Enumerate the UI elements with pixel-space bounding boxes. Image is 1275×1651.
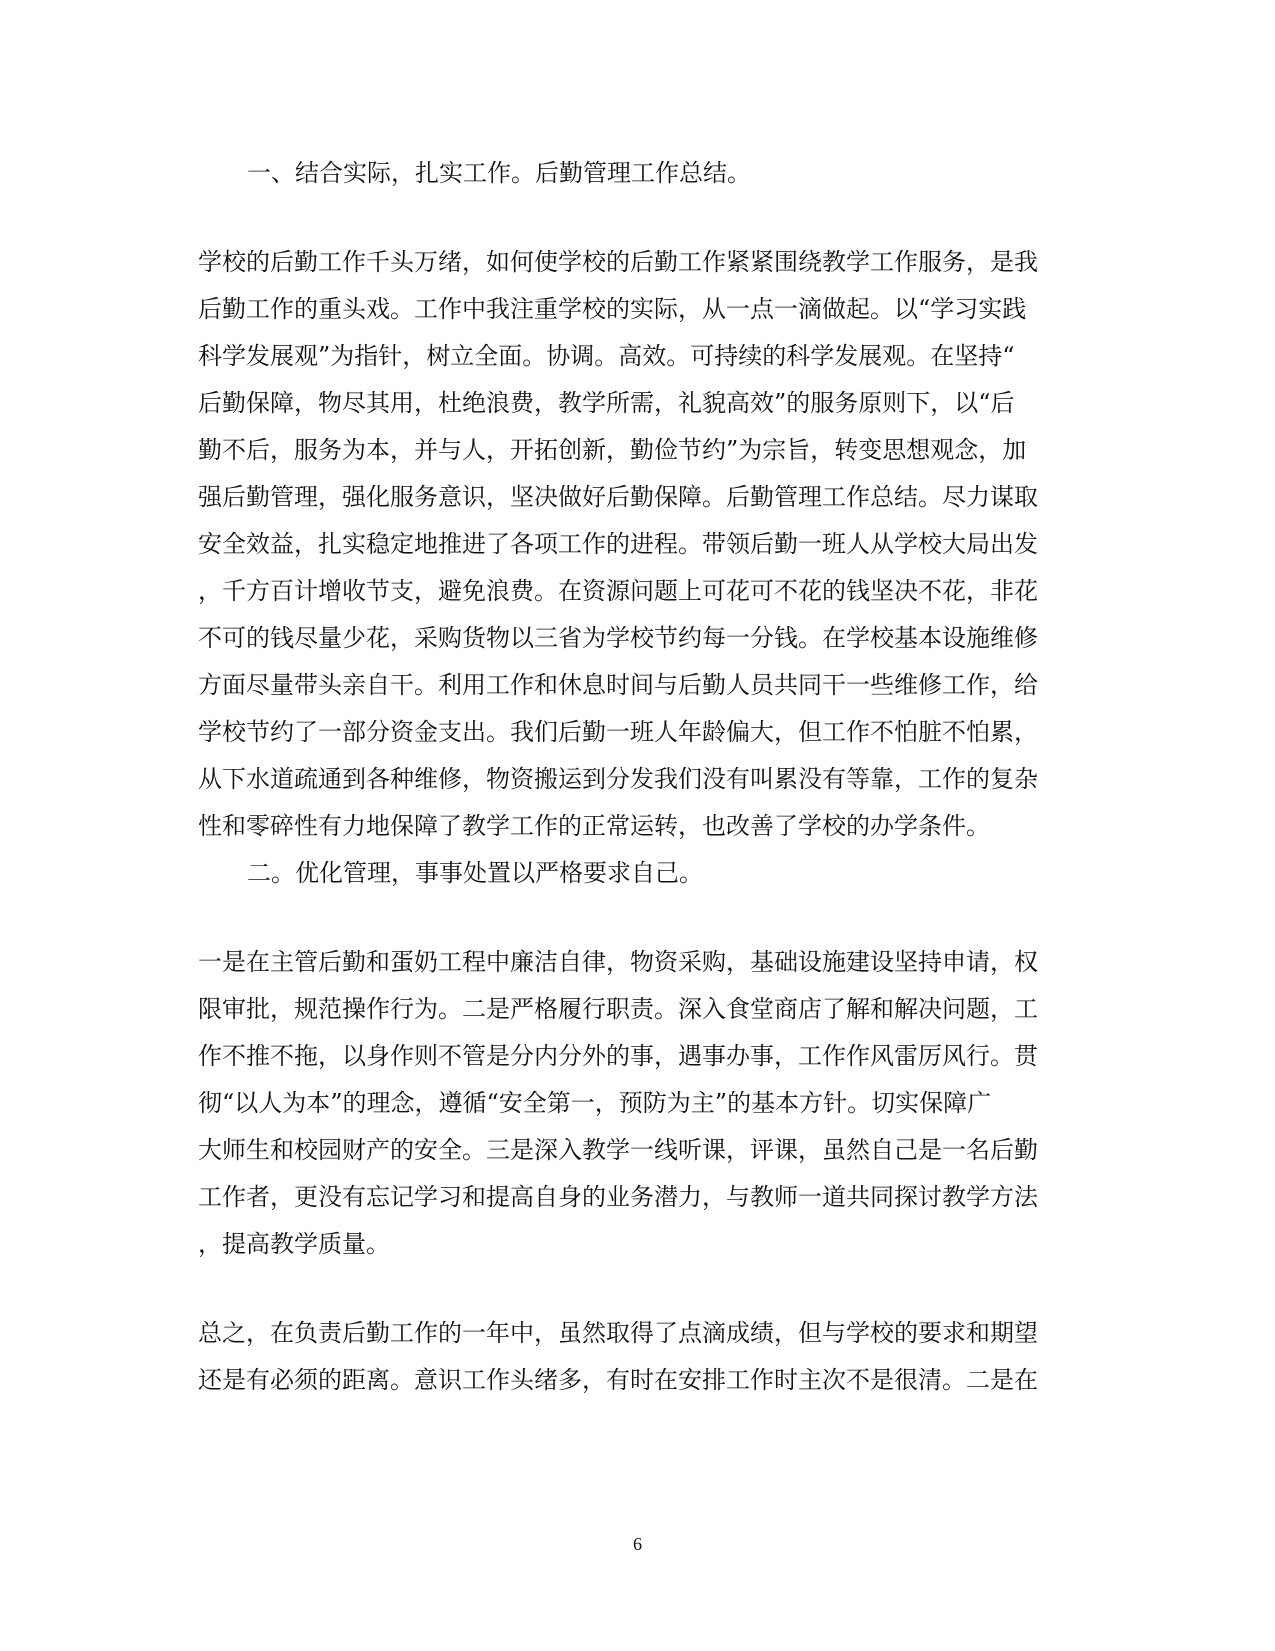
paragraph-line: 还是有必须的距离。意识工作头绪多，有时在安排工作时主次不是很清。二是在 bbox=[198, 1366, 1038, 1394]
section-heading-2: 二。优化管理，事事处置以严格要求自己。 bbox=[247, 859, 703, 887]
paragraph-line: ，千方百计增收节支，避免浪费。在资源问题上可花可不花的钱坚决不花，非花 bbox=[198, 577, 1038, 605]
paragraph-line: 科学发展观”为指针，树立全面。协调。高效。可持续的科学发展观。在坚持“ bbox=[198, 342, 1015, 370]
section-heading-1: 一、结合实际，扎实工作。后勤管理工作总结。 bbox=[247, 159, 751, 187]
paragraph-line: 后勤工作的重头戏。工作中我注重学校的实际，从一点一滴做起。以“学习实践 bbox=[198, 295, 1027, 323]
paragraph-line: 工作者，更没有忘记学习和提高自身的业务潜力，与教师一道共同探讨教学方法 bbox=[198, 1183, 1038, 1211]
paragraph-line: 从下水道疏通到各种维修，物资搬运到分发我们没有叫累没有等靠，工作的复杂 bbox=[198, 765, 1038, 793]
page-number: 6 bbox=[633, 1534, 642, 1554]
paragraph-line: 总之，在负责后勤工作的一年中，虽然取得了点滴成绩，但与学校的要求和期望 bbox=[198, 1319, 1038, 1347]
paragraph-line: 学校的后勤工作千头万绪，如何使学校的后勤工作紧紧围绕教学工作服务，是我 bbox=[198, 248, 1038, 276]
paragraph-line: 限审批，规范操作行为。二是严格履行职责。深入食堂商店了解和解决问题，工 bbox=[198, 995, 1038, 1023]
paragraph-line: 强后勤管理，强化服务意识，坚决做好后勤保障。后勤管理工作总结。尽力谋取 bbox=[198, 483, 1038, 511]
paragraph-line: 学校节约了一部分资金支出。我们后勤一班人年龄偏大，但工作不怕脏不怕累， bbox=[198, 718, 1038, 746]
paragraph-line: 安全效益，扎实稳定地推进了各项工作的进程。带领后勤一班人从学校大局出发 bbox=[198, 530, 1038, 558]
paragraph-line: 后勤保障，物尽其用，杜绝浪费，教学所需，礼貌高效”的服务原则下，以“后 bbox=[198, 389, 1015, 417]
paragraph-line: 作不推不拖，以身作则不管是分内分外的事，遇事办事，工作作风雷厉风行。贯 bbox=[198, 1042, 1038, 1070]
paragraph-line: 大师生和校园财产的安全。三是深入教学一线听课，评课，虽然自己是一名后勤 bbox=[198, 1136, 1038, 1164]
paragraph-line: 性和零碎性有力地保障了教学工作的正常运转，也改善了学校的办学条件。 bbox=[198, 812, 990, 840]
paragraph-line: 方面尽量带头亲自干。利用工作和休息时间与后勤人员共同干一些维修工作，给 bbox=[198, 671, 1038, 699]
paragraph-line: 彻“以人为本”的理念，遵循“安全第一，预防为主”的基本方针。切实保障广 bbox=[198, 1089, 992, 1117]
paragraph-line: 勤不后，服务为本，并与人，开拓创新，勤俭节约”为宗旨，转变思想观念，加 bbox=[198, 436, 1027, 464]
paragraph-line: 一是在主管后勤和蛋奶工程中廉洁自律，物资采购，基础设施建设坚持申请，权 bbox=[198, 948, 1038, 976]
paragraph-line: 不可的钱尽量少花，采购货物以三省为学校节约每一分钱。在学校基本设施维修 bbox=[198, 624, 1038, 652]
paragraph-line: ，提高教学质量。 bbox=[198, 1230, 390, 1258]
